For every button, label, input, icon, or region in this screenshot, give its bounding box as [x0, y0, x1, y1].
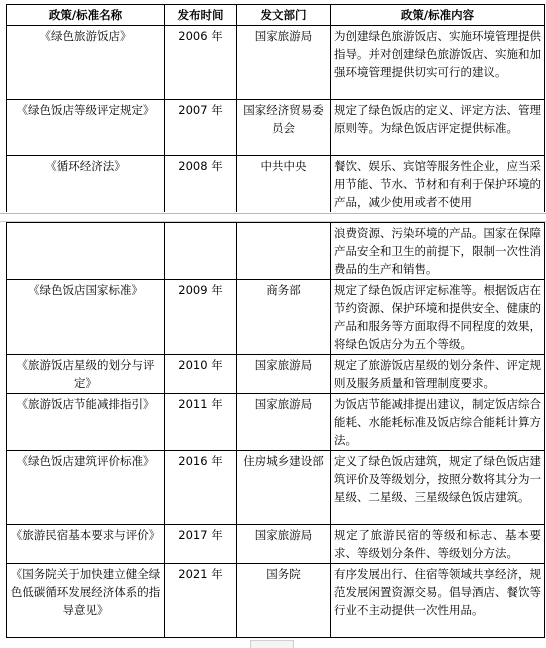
policy-name-cell: 《绿色旅游饭店》: [7, 26, 165, 100]
policy-name-cell: 《旅游民宿基本要求与评价》: [7, 525, 165, 564]
content-cell: 定义了绿色饭店建筑，规定了绿色饭店建筑评价及等级划分，按照分数将其分为一星级、二星级、三星级绿色饭店建筑。: [331, 451, 545, 525]
dept-cell: 国务院: [237, 564, 331, 638]
content-cell: 规定了绿色饭店的定义、评定方法、管理原则等。为绿色饭店评定提供标准。: [331, 100, 545, 156]
header-policy-content: 政策/标准内容: [331, 5, 545, 26]
policy-table-part1: [6, 4, 545, 215]
table-row-continuation: [7, 223, 545, 280]
release-year-cell: 2017 年: [165, 525, 237, 564]
empty-cell: [237, 223, 331, 280]
content-cell: 浪费资源、污染环境的产品。国家在保障产品安全和卫生的前提下，限制一次性消费品的生产和销售。: [331, 223, 545, 280]
content-cell: 为创建绿色旅游饭店、实施环境管理提供指导。并对创建绿色旅游饭店、实施和加强环境管理提供切实可行的建议。: [331, 26, 545, 100]
table-row: [7, 451, 545, 525]
content-cell: 为饭店节能减排提出建议，制定饭店综合能耗、水能耗标准及饭店综合能耗计算方法。: [331, 394, 545, 451]
content-cell: 餐饮、娱乐、宾馆等服务性企业，应当采用节能、节水、节材和有利于保护环境的产品，减少使用或者不使用: [331, 156, 545, 215]
policy-name-cell: 《绿色饭店国家标准》: [7, 280, 165, 355]
policy-name-cell: 《绿色饭店等级评定规定》: [7, 100, 165, 156]
header-policy-name: 政策/标准名称: [7, 5, 165, 26]
dept-cell: 国家旅游局: [237, 394, 331, 451]
dept-cell: 国家旅游局: [237, 26, 331, 100]
dept-cell: 商务部: [237, 280, 331, 355]
empty-cell: [165, 223, 237, 280]
release-year-cell: 2006 年: [165, 26, 237, 100]
table-header-row: [7, 5, 545, 26]
dept-cell: 中共中央: [237, 156, 331, 215]
table-row: [7, 355, 545, 394]
policy-name-cell: 《循环经济法》: [7, 156, 165, 215]
policy-name-cell: 《旅游饭店节能减排指引》: [7, 394, 165, 451]
policy-name-cell: 《绿色饭店建筑评价标准》: [7, 451, 165, 525]
release-year-cell: 2011 年: [165, 394, 237, 451]
release-year-cell: 2008 年: [165, 156, 237, 215]
dept-cell: 国家旅游局: [237, 525, 331, 564]
empty-cell: [7, 223, 165, 280]
table-row: [7, 394, 545, 451]
release-year-cell: 2009 年: [165, 280, 237, 355]
release-year-cell: 2010 年: [165, 355, 237, 394]
table-row: [7, 525, 545, 564]
header-release-date: 发布时间: [165, 5, 237, 26]
content-cell: 规定了旅游饭店星级的划分条件、评定规则及服务质量和管理制度要求。: [331, 355, 545, 394]
release-year-cell: 2016 年: [165, 451, 237, 525]
table-row: [7, 100, 545, 156]
table-row: [7, 280, 545, 355]
page-break-line: [0, 213, 546, 214]
dept-cell: 国家旅游局: [237, 355, 331, 394]
content-cell: 规定了旅游民宿的等级和标志、基本要求、等级划分条件、等级划分方法。: [331, 525, 545, 564]
policy-name-cell: 《旅游饭店星级的划分与评定》: [7, 355, 165, 394]
release-year-cell: 2021 年: [165, 564, 237, 638]
dept-cell: 住房城乡建设部: [237, 451, 331, 525]
content-cell: 有序发展出行、住宿等领域共享经济，规范发展闲置资源交易。倡导酒店、餐饮等行业不主动提供一次性用品。: [331, 564, 545, 638]
content-cell: 规定了绿色饭店评定标准等。根据饭店在节约资源、保护环境和提供安全、健康的产品和服务等方面取得不同程度的效果，将绿色饭店分为五个等级。: [331, 280, 545, 355]
release-year-cell: 2007 年: [165, 100, 237, 156]
header-issuing-dept: 发文部门: [237, 5, 331, 26]
dept-cell: 国家经济贸易委员会: [237, 100, 331, 156]
table-row: [7, 564, 545, 638]
policy-name-cell: 《国务院关于加快建立健全绿色低碳循环发展经济体系的指导意见》: [7, 564, 165, 638]
table-row: [7, 26, 545, 100]
policy-table-part2: [6, 222, 545, 638]
table-row: [7, 156, 545, 215]
